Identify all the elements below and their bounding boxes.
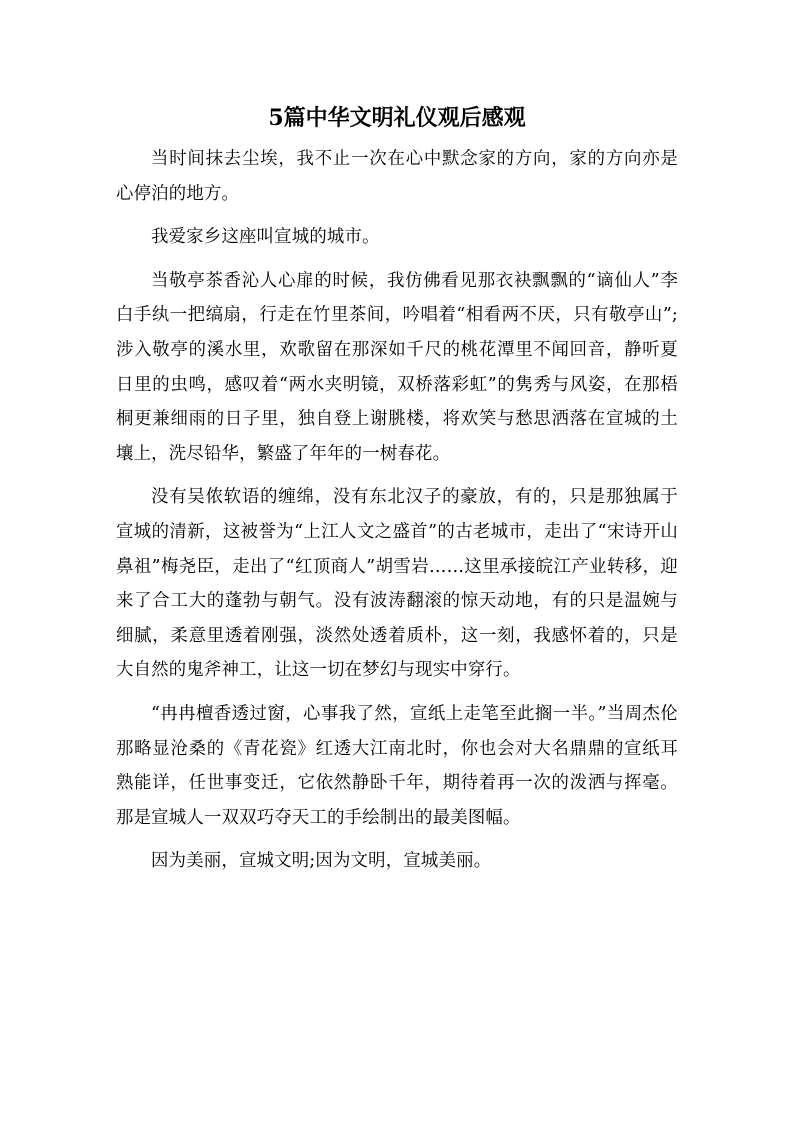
paragraph: 没有吴侬软语的缠绵，没有东北汉子的豪放，有的，只是那独属于宣城的清新，这被誉为“上江人文之盛首”的古老城市，走出了“宋诗开山鼻祖”梅尧臣，走出了“红顶商人”胡雪岩……这里承接皖江产业转移，迎来了合工大的蓬勃与朝气。没有波涛翻滚的惊天动地，有的只是温婉与细腻，柔意里透着刚强，淡然处透着质朴，这一刻，我感怀着的，只是大自然的鬼斧神工，让这一切在梦幻与现实中穿行。 (116, 487, 678, 681)
paragraph: 我爱家乡这座叫宣城的城市。 (151, 227, 380, 248)
paragraph: 因为美丽，宣城文明;因为文明，宣城美丽。 (151, 851, 492, 872)
document-title: 5篇中华文明礼仪观后感观 (268, 105, 526, 131)
document-body (116, 142, 678, 888)
paragraph: “冉冉檀香透过窗，心事我了然，宣纸上走笔至此搁一半。”当周杰伦那略显沧桑的《青花瓷》红透大江南北时，你也会对大名鼎鼎的宣纸耳熟能详，任世事变迁，它依然静卧千年，期待着再一次的泼洒与挥毫。那是宣城人一双双巧夺天工的手绘制出的最美图幅。 (116, 703, 678, 828)
paragraph: 当敬亭茶香沁人心扉的时候，我仿佛看见那衣袂飘飘的“谪仙人”李白手纨一把缟扇，行走在竹里茶间，吟唱着“相看两不厌，只有敬亭山”;涉入敬亭的溪水里，欢歌留在那深如千尺的桃花潭里不闻回音，静听夏日里的虫鸣，感叹着“两水夹明镜，双桥落彩虹”的隽秀与风姿，在那梧桐更兼细雨的日子里，独自登上谢朓楼，将欢笑与愁思洒落在宣城的土壤上，洗尽铅华，繁盛了年年的一树春花。 (116, 270, 678, 464)
paragraph: 当时间抹去尘埃，我不止一次在心中默念家的方向，家的方向亦是心停泊的地方。 (116, 149, 678, 204)
